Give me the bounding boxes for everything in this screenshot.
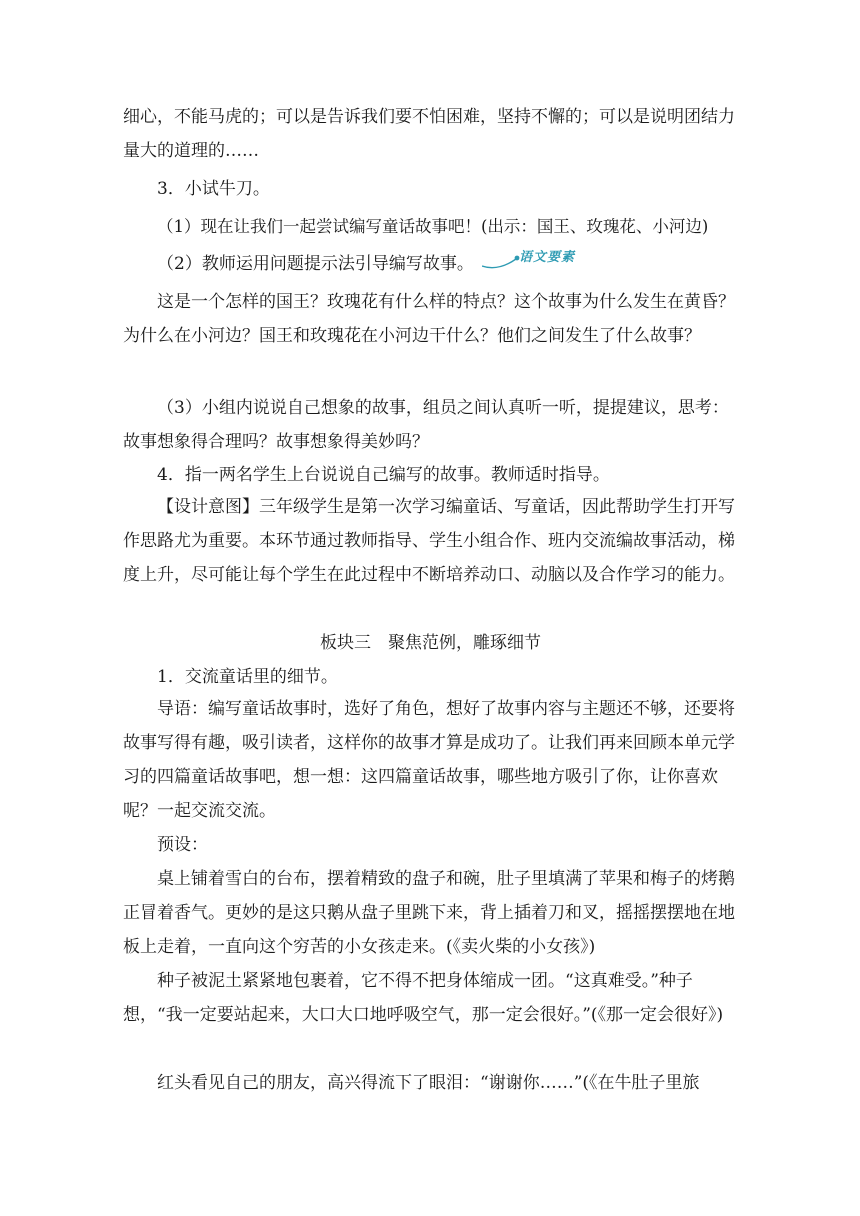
paragraph-3: （1）现在让我们一起尝试编写童话故事吧！(出示：国王、玫瑰花、小河边) [157, 217, 709, 236]
paragraph-8: 【设计意图】三年级学生是第一次学习编童话、写童话，因此帮助学生打开写作思路尤为重要。本环节通过教师指导、学生小组合作、班内交流编故事活动，梯度上升，尽可能让每个学生在此过程中不断培养动口、动脑以及合作学习的能力。 [123, 497, 735, 585]
paragraph-6: （3）小组内说说自己想象的故事，组员之间认真听一听，提提建议，思考：故事想象得合理吗？故事想象得美妙吗？ [123, 398, 729, 452]
paragraph-4: （2）教师运用问题提示法引导编写故事。 [157, 254, 474, 274]
paragraph-7: 4．指一两名学生上台说说自己编写的故事。教师适时指导。 [157, 465, 610, 485]
paragraph-5: 这是一个怎样的国王？玫瑰花有什么样的特点？这个故事为什么发生在黄昏？为什么在小河边？国王和玫瑰花在小河边干什么？他们之间发生了什么故事？ [123, 292, 735, 346]
paragraph-9: 1．交流童话里的细节。 [157, 667, 338, 687]
section-heading: 板块三 聚焦范例，雕琢细节 [320, 633, 541, 653]
paragraph-14: 红头看见自己的朋友，高兴得流下了眼泪：“谢谢你……”(《在牛肚子里旅 [157, 1073, 700, 1093]
paragraph-11: 预设： [157, 835, 208, 855]
paragraph-2: 3．小试牛刀。 [157, 179, 270, 199]
paragraph-13: 种子被泥土紧紧地包裹着，它不得不把身体缩成一团。“这真难受。”种子想，“我一定要站起来，大口大口地呼吸空气，那一定会很好。”(《那一定会很好》) [123, 971, 724, 1025]
paragraph-1: 细心，不能马虎的；可以是告诉我们要不怕困难，坚持不懈的；可以是说明团结力量大的道理的…… [123, 107, 735, 161]
paragraph-12: 桌上铺着雪白的台布，摆着精致的盘子和碗，肚子里填满了苹果和梅子的烤鹅正冒着香气。更妙的是这只鹅从盘子里跳下来，背上插着刀和叉，摇摇摆摆地在地板上走着，一直向这个穷苦的小女孩走来。(《卖火柴的小女孩》) [123, 869, 735, 957]
annotation-tag: 语文要素 [519, 250, 576, 265]
paragraph-10: 导语：编写童话故事时，选好了角色，想好了故事内容与主题还不够，还要将故事写得有趣，吸引读者，这样你的故事才算是成功了。让我们再来回顾本单元学习的四篇童话故事吧，想一想：这四篇童话故事，哪些地方吸引了你，让你喜欢呢？一起交流交流。 [123, 699, 735, 821]
